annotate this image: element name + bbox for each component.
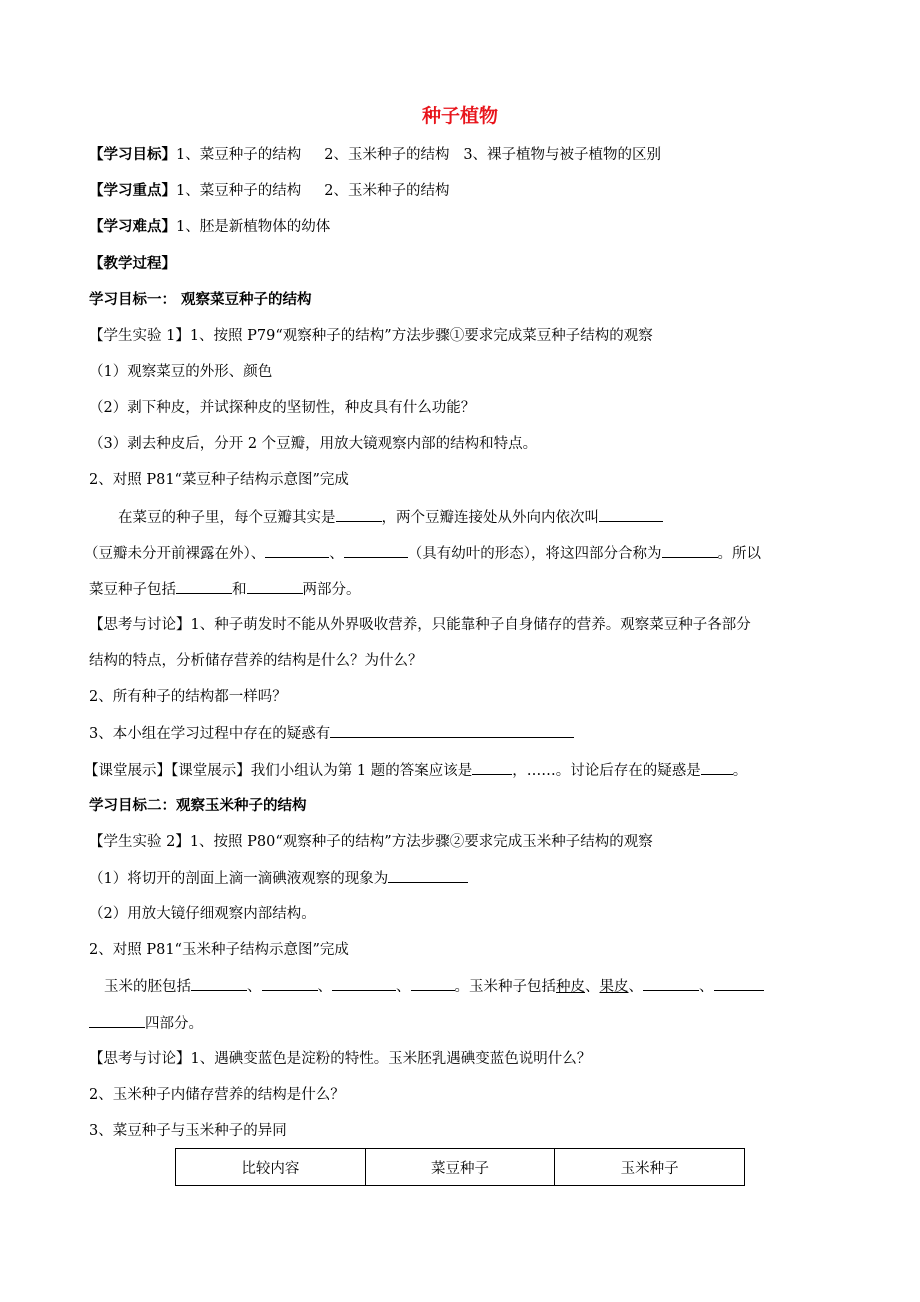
bean-fill-text-d: 、 xyxy=(329,546,344,562)
blank-field[interactable] xyxy=(599,507,663,522)
bean-fill-line-1 xyxy=(118,507,663,528)
key-points-text: 1、菜豆种子的结构 2、玉米种子的结构 xyxy=(176,183,450,199)
discussion-one-line-1: 【思考与讨论】1、种子萌发时不能从外界吸收营养，只能靠种子自身储存的营养。观察菜豆种子各部分 xyxy=(89,617,751,633)
show-text-c: 。 xyxy=(732,763,748,779)
experiment-one-step-3: （3）剥去种皮后，分开 2 个豆瓣，用放大镜观察内部的结构和特点。 xyxy=(89,436,538,452)
corn-fill-line-2 xyxy=(89,1013,203,1034)
comparison-table xyxy=(175,1148,745,1186)
bean-fill-text-a: 在菜豆的种子里，每个豆瓣其实是 xyxy=(118,510,336,526)
blank-field[interactable] xyxy=(701,760,733,775)
blank-field[interactable] xyxy=(191,976,247,991)
show-text-b: ，……。讨论后存在的疑惑是 xyxy=(512,763,701,779)
bean-fill-text-c: （豆瓣未分开前裸露在外）、 xyxy=(84,546,266,562)
blank-field[interactable] xyxy=(344,543,408,558)
discussion-one-line-2: 结构的特点，分析储存营养的结构是什么？为什么？ xyxy=(89,653,423,669)
bean-fill-line-3 xyxy=(89,579,361,600)
discussion-one-q3-text: 3、本小组在学习过程中存在的疑惑有 xyxy=(89,726,331,742)
difficulty-label: 【学习难点】 xyxy=(89,218,176,235)
bean-fill-text-i: 两部分。 xyxy=(302,582,361,598)
corn-fruit-coat: 果皮 xyxy=(599,979,629,995)
bean-fill-text-b: ，两个豆瓣连接处从外向内依次叫 xyxy=(381,510,599,526)
blank-field[interactable] xyxy=(714,976,764,991)
difficulty-text: 1、胚是新植物体的幼体 xyxy=(176,219,331,235)
corn-fill-text-a: 玉米的胚包括 xyxy=(104,979,191,995)
discussion-two-line-1: 【思考与讨论】1、遇碘变蓝色是淀粉的特性。玉米胚乳遇碘变蓝色说明什么？ xyxy=(89,1051,592,1067)
experiment-two-step-2: （2）用放大镜仔细观察内部结构。 xyxy=(89,906,316,922)
discussion-one-q2: 2、所有种子的结构都一样吗？ xyxy=(89,689,287,705)
teaching-process-heading: 【教学过程】 xyxy=(89,255,176,272)
blank-field[interactable] xyxy=(176,579,232,594)
corn-fill-text-c: 四部分。 xyxy=(145,1016,203,1032)
experiment-two-step-1 xyxy=(89,868,468,889)
classroom-show xyxy=(84,760,747,781)
key-points xyxy=(89,181,450,201)
corn-fill-line-1 xyxy=(104,976,764,997)
goal-one-heading: 学习目标一： 观察菜豆种子的结构 xyxy=(89,291,312,308)
corn-sep-6: 、 xyxy=(699,979,714,995)
bean-fill-text-g: 菜豆种子包括 xyxy=(89,582,176,598)
experiment-one-step-2: （2）剥下种皮，并试探种皮的坚韧性，种皮具有什么功能？ xyxy=(89,400,476,416)
blank-field[interactable] xyxy=(662,543,718,558)
goal-two-heading: 学习目标二：观察玉米种子的结构 xyxy=(89,797,307,814)
experiment-two-step-1-text: （1）将切开的剖面上滴一滴碘液观察的现象为 xyxy=(89,871,389,887)
table-row xyxy=(176,1149,745,1186)
show-text-a: 【课堂展示】【课堂展示】我们小组认为第 1 题的答案应该是 xyxy=(84,763,473,779)
corn-sep-1: 、 xyxy=(247,979,262,995)
corn-sep-5: 、 xyxy=(628,979,643,995)
blank-field[interactable] xyxy=(336,507,382,522)
blank-field[interactable] xyxy=(643,976,699,991)
blank-field[interactable] xyxy=(472,760,512,775)
bean-fill-text-h: 和 xyxy=(232,582,247,598)
table-header-cell: 玉米种子 xyxy=(555,1149,745,1186)
objectives-label: 【学习目标】 xyxy=(89,146,176,163)
learning-objectives xyxy=(89,145,661,165)
blank-field[interactable] xyxy=(388,868,468,883)
corn-sep-3: 、 xyxy=(396,979,411,995)
bean-fill-text-e: （具有幼叶的形态），将这四部分合称为 xyxy=(407,546,662,562)
blank-field[interactable] xyxy=(265,543,329,558)
discussion-two-q3: 3、菜豆种子与玉米种子的异同 xyxy=(89,1123,287,1139)
page-title: 种子植物 xyxy=(421,105,498,127)
corn-sep-4: 、 xyxy=(585,979,600,995)
key-points-label: 【学习重点】 xyxy=(89,182,176,199)
experiment-two: 【学生实验 2】1、按照 P80“观察种子的结构”方法步骤②要求完成玉米种子结构的观察 xyxy=(89,834,653,850)
corn-sep-2: 、 xyxy=(317,979,332,995)
experiment-one: 【学生实验 1】1、按照 P79“观察种子的结构”方法步骤①要求完成菜豆种子结构的观察 xyxy=(89,328,653,344)
bean-fill-line-2 xyxy=(84,543,761,564)
reference-bean-diagram: 2、对照 P81“菜豆种子结构示意图”完成 xyxy=(89,472,349,488)
blank-field[interactable] xyxy=(247,579,303,594)
objectives-text: 1、菜豆种子的结构 2、玉米种子的结构 3、裸子植物与被子植物的区别 xyxy=(176,147,662,163)
experiment-one-step-1: （1）观察菜豆的外形、颜色 xyxy=(89,364,273,380)
bean-fill-text-f: 。所以 xyxy=(717,546,761,562)
table-header-cell: 菜豆种子 xyxy=(365,1149,555,1186)
blank-field[interactable] xyxy=(411,976,455,991)
corn-seed-coat: 种皮 xyxy=(556,979,585,995)
reference-corn-diagram: 2、对照 P81“玉米种子结构示意图”完成 xyxy=(89,942,349,958)
corn-fill-text-b: 。玉米种子包括 xyxy=(454,979,556,995)
blank-field[interactable] xyxy=(89,1013,145,1028)
discussion-one-q3 xyxy=(89,723,574,744)
blank-field[interactable] xyxy=(330,723,574,738)
discussion-two-q2: 2、玉米种子内储存营养的结构是什么？ xyxy=(89,1087,345,1103)
difficulty xyxy=(89,217,330,237)
table-header-cell: 比较内容 xyxy=(176,1149,366,1186)
blank-field[interactable] xyxy=(262,976,318,991)
blank-field[interactable] xyxy=(332,976,396,991)
